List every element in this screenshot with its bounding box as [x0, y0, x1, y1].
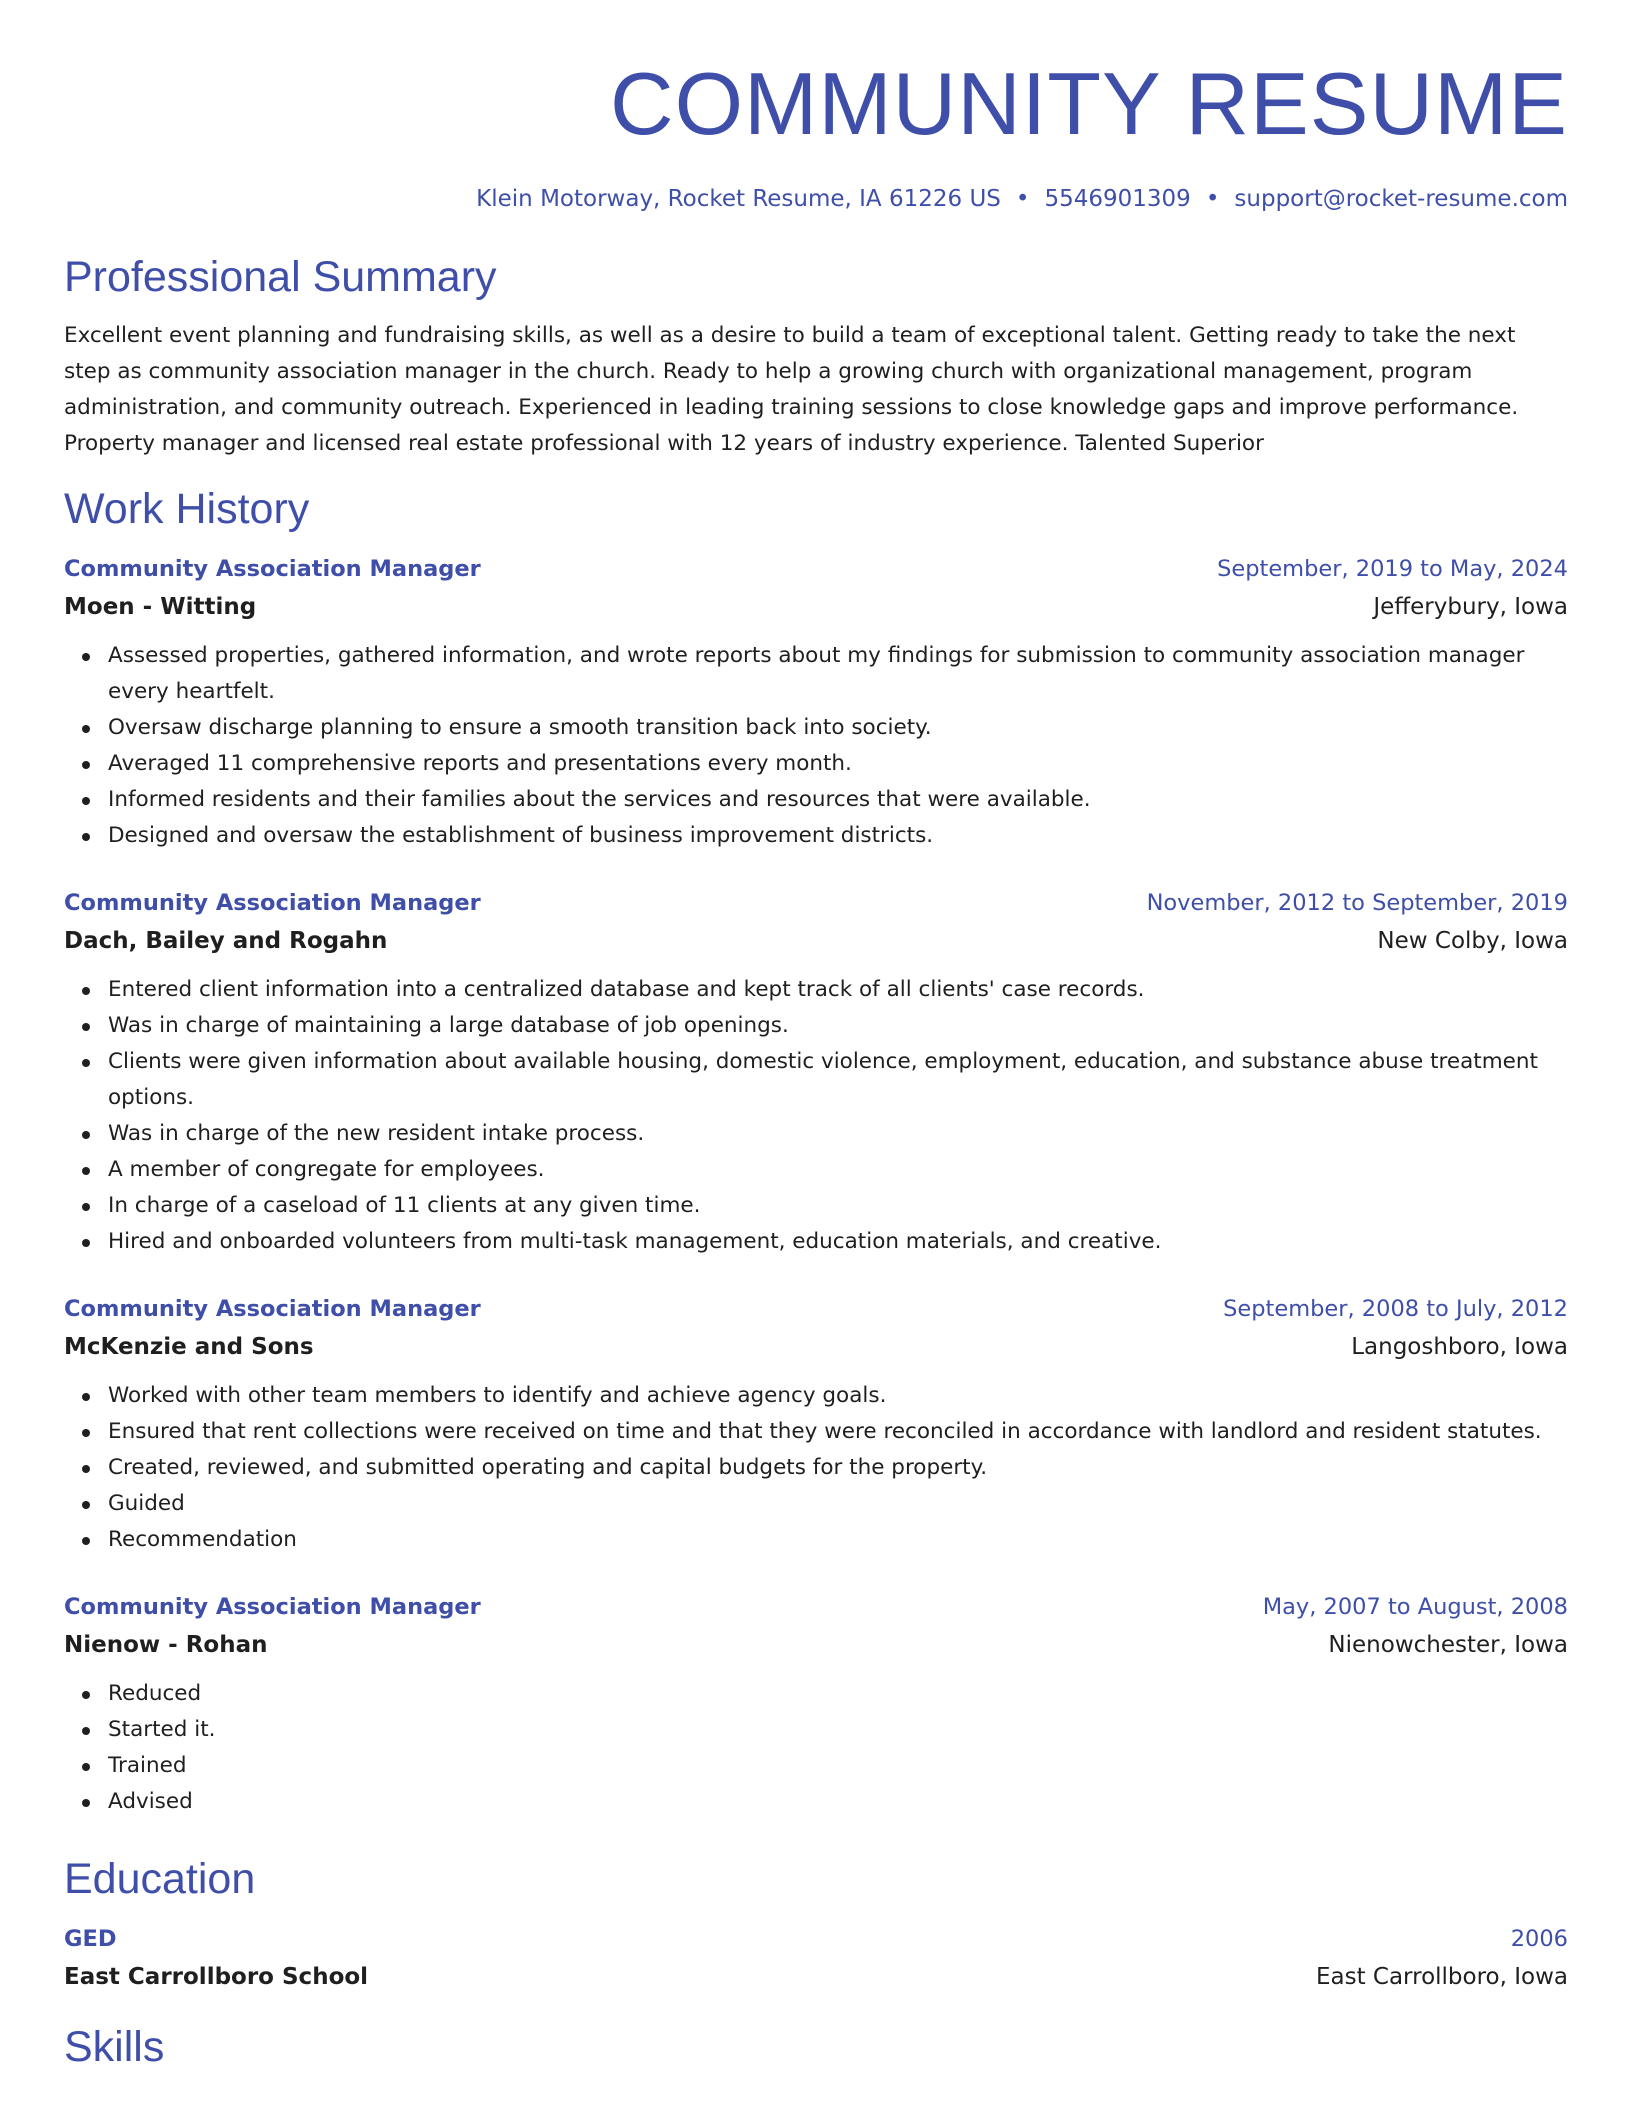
- work-history-heading: Work History: [64, 485, 310, 533]
- contact-line: [64, 184, 1568, 214]
- job-bullet: Worked with other team members to identify and achieve agency goals.: [108, 1378, 1568, 1414]
- job-location: Langoshboro, Iowa: [1351, 1334, 1568, 1360]
- job-bullet: Hired and onboarded volunteers from multi-task management, education materials, and creative.: [108, 1224, 1568, 1260]
- job-header-row: [64, 884, 1568, 922]
- job-entry: [64, 1588, 1568, 1820]
- contact-address: Klein Motorway, Rocket Resume, IA 61226 US: [476, 186, 1001, 212]
- job-bullets: [64, 972, 1568, 1260]
- education-year: 2006: [1510, 1926, 1568, 1952]
- job-bullet: Assessed properties, gathered information, and wrote reports about my findings for submission to community association manager every heartfelt.: [108, 638, 1568, 710]
- job-bullet: Created, reviewed, and submitted operating and capital budgets for the property.: [108, 1450, 1568, 1486]
- job-bullet: Clients were given information about available housing, domestic violence, employment, education, and substance abuse treatment options.: [108, 1044, 1568, 1116]
- job-title: Community Association Manager: [64, 556, 481, 582]
- job-company: Moen - Witting: [64, 594, 257, 620]
- education-degree: GED: [64, 1926, 117, 1952]
- contact-separator: •: [1205, 186, 1220, 212]
- job-header-row: [64, 1290, 1568, 1328]
- job-title: Community Association Manager: [64, 890, 481, 916]
- education-heading: Education: [64, 1855, 256, 1903]
- job-bullet: Informed residents and their families about the services and resources that were available.: [108, 782, 1568, 818]
- summary-text: Excellent event planning and fundraising skills, as well as a desire to build a team of exceptional talent. Getting ready to take the next step as community association manager in the church. Ready to help a growing church with organizational management, program administration, and community outreach. Experienced in leading training sessions to close knowledge gaps and improve performance. Property manager and licensed real estate professional with 12 years of industry experience. Talented Superior: [64, 323, 1519, 456]
- job-dates: September, 2019 to May, 2024: [1217, 556, 1568, 582]
- job-location: Nienowchester, Iowa: [1328, 1632, 1568, 1658]
- job-dates: November, 2012 to September, 2019: [1146, 890, 1568, 916]
- contact-phone: 5546901309: [1044, 186, 1191, 212]
- job-bullets: [64, 1378, 1568, 1558]
- job-bullet: Averaged 11 comprehensive reports and presentations every month.: [108, 746, 1568, 782]
- job-bullet: Ensured that rent collections were received on time and that they were reconciled in accordance with landlord and resident statutes.: [108, 1414, 1568, 1450]
- job-bullets: [64, 638, 1568, 854]
- education-location: East Carrollboro, Iowa: [1315, 1964, 1568, 1990]
- job-title: Community Association Manager: [64, 1296, 481, 1322]
- resume-name: COMMUNITY RESUME: [610, 54, 1568, 153]
- job-entry: [64, 1290, 1568, 1558]
- job-company-row: [64, 1626, 1568, 1664]
- job-bullet: Was in charge of maintaining a large database of job openings.: [108, 1008, 1568, 1044]
- job-bullet: Entered client information into a centralized database and kept track of all clients' case records.: [108, 972, 1568, 1008]
- skills-heading: Skills: [64, 2023, 165, 2071]
- job-company-row: [64, 588, 1568, 626]
- job-location: Jefferybury, Iowa: [1373, 594, 1568, 620]
- job-location: New Colby, Iowa: [1377, 928, 1568, 954]
- job-entry: [64, 884, 1568, 1260]
- job-bullet: Was in charge of the new resident intake process.: [108, 1116, 1568, 1152]
- job-dates: May, 2007 to August, 2008: [1262, 1594, 1568, 1620]
- job-header-row: [64, 1588, 1568, 1626]
- contact-separator: •: [1015, 186, 1030, 212]
- job-header-row: [64, 550, 1568, 588]
- job-dates: September, 2008 to July, 2012: [1223, 1296, 1568, 1322]
- job-bullet: A member of congregate for employees.: [108, 1152, 1568, 1188]
- job-title: Community Association Manager: [64, 1594, 481, 1620]
- summary-heading: Professional Summary: [64, 253, 497, 301]
- education-school: East Carrollboro School: [64, 1964, 369, 1990]
- job-bullet: Advised: [108, 1784, 1568, 1820]
- job-company-row: [64, 922, 1568, 960]
- job-bullet: Guided: [108, 1486, 1568, 1522]
- job-entry: [64, 550, 1568, 854]
- education-entry: [64, 1920, 1568, 1996]
- job-company: Nienow - Rohan: [64, 1632, 268, 1658]
- job-company-row: [64, 1328, 1568, 1366]
- job-bullet: Trained: [108, 1748, 1568, 1784]
- job-bullets: [64, 1676, 1568, 1820]
- job-bullet: Reduced: [108, 1676, 1568, 1712]
- job-bullet: Oversaw discharge planning to ensure a smooth transition back into society.: [108, 710, 1568, 746]
- job-bullet: In charge of a caseload of 11 clients at any given time.: [108, 1188, 1568, 1224]
- job-bullet: Started it.: [108, 1712, 1568, 1748]
- job-company: Dach, Bailey and Rogahn: [64, 928, 388, 954]
- resume-page: [64, 0, 1568, 2074]
- job-company: McKenzie and Sons: [64, 1334, 314, 1360]
- job-bullet: Designed and oversaw the establishment of business improvement districts.: [108, 818, 1568, 854]
- contact-email: support@rocket-resume.com: [1234, 186, 1568, 212]
- job-bullet: Recommendation: [108, 1522, 1568, 1558]
- education-header-row: [64, 1920, 1568, 1958]
- education-school-row: [64, 1958, 1568, 1996]
